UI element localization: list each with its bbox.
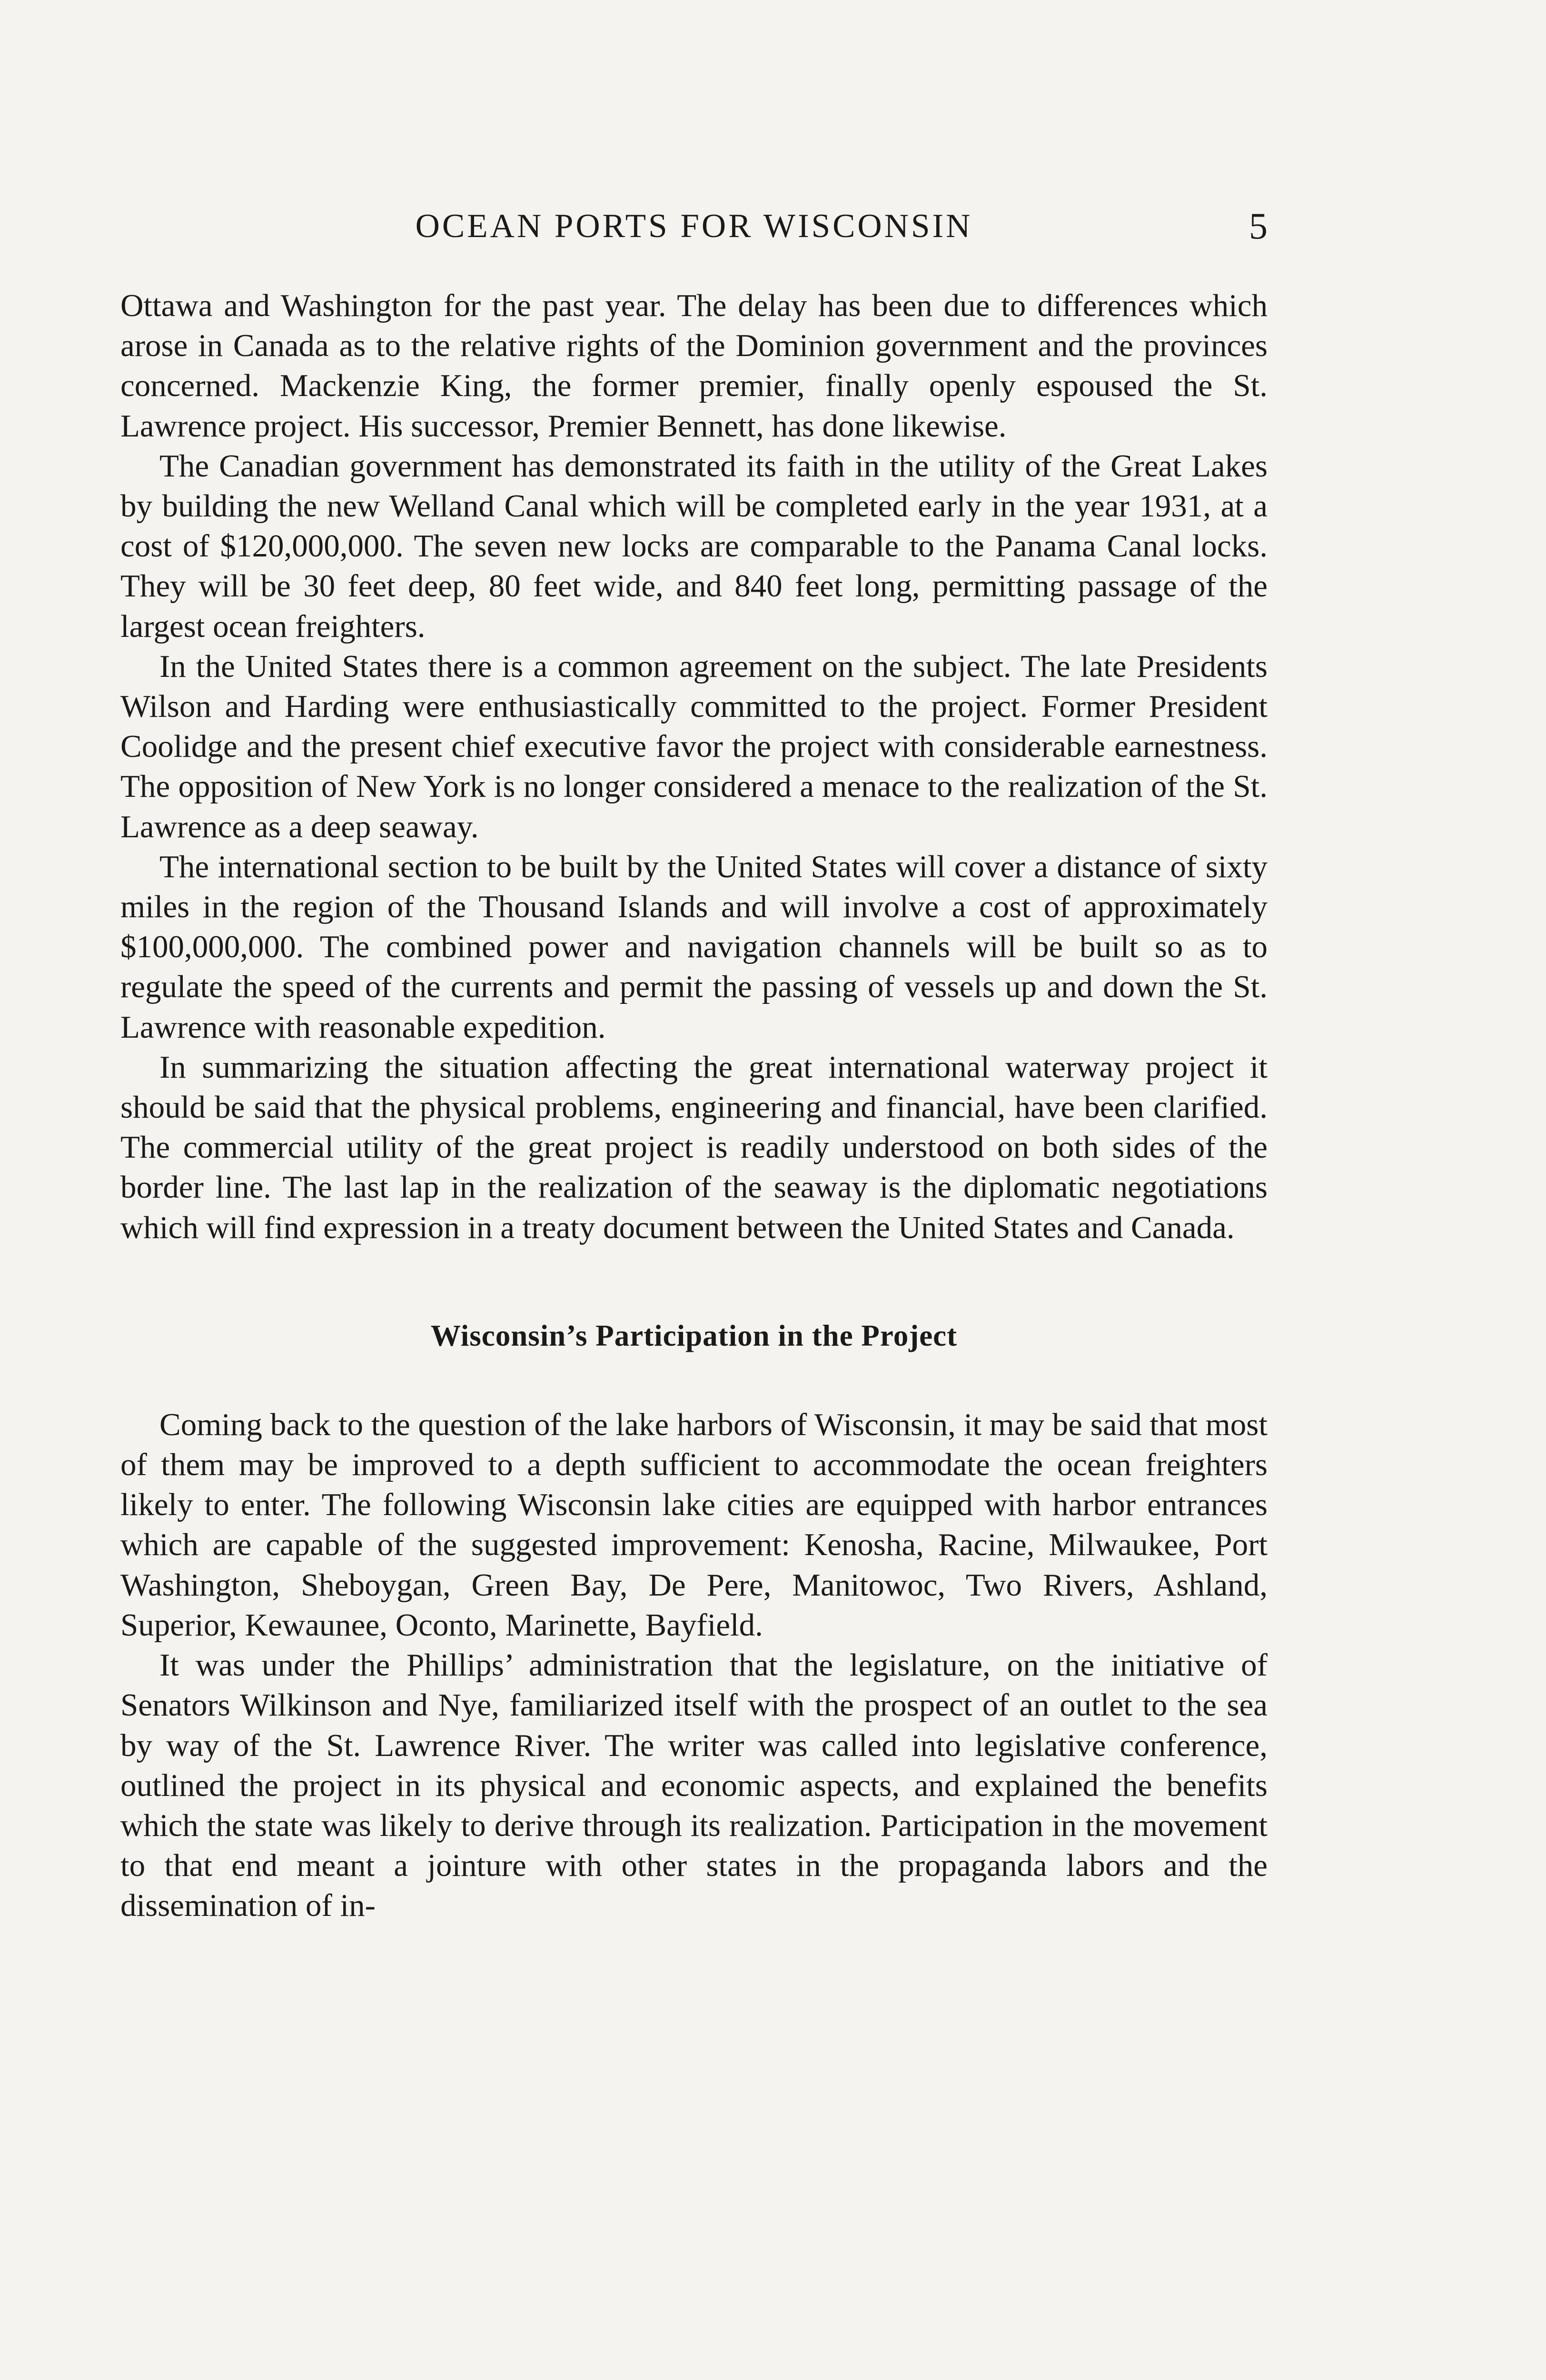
paragraph-summary: In summarizing the situation affecting the great international waterway project it should be said that the physical problems, engineering and financial, have been clarified. The commercial utility of the great project is readily understood on both sides of the border line. The last lap in the realization of the seaway is the diplomatic negotiations which will find expression in a treaty document between the United States and Canada. [120, 1049, 1268, 1245]
paragraph-phillips-administration: It was under the Phillips’ administration that the legislature, on the initiative of Senators Wilkinson and Nye, familiarized itself with the prospect of an outlet to the sea by way of the St. Lawrence River. The writer was called into legislative conference, outlined the project in its physical and economic aspects, and explained the benefits which the state was likely to derive through its realization. Participation in the movement to that end meant a jointure with other states in the propaganda labors and the dissemination of in- [120, 1647, 1268, 1924]
section-heading: Wisconsin’s Participation in the Project [430, 1319, 958, 1352]
paragraph-continuation: Ottawa and Washington for the past year. The delay has been due to differences which arose in Canada as to the relative rights of the Dominion government and the provinces concerned. Mackenzie King, the former premier, finally openly espoused the St. Lawrence project. His successor, Premier Bennett, has done likewise. [120, 288, 1268, 444]
paragraph-united-states: In the United States there is a common agreement on the subject. The late Presidents Wilson and Harding were enthusiastically committed to the project. Former President Coolidge and the present chief executive favor the project with considerable earnestness. The opposition of New York is no longer considered a menace to the realization of the St. Lawrence as a deep seaway. [120, 648, 1268, 844]
body-text [120, 286, 1268, 1926]
paragraph-welland-canal: The Canadian government has demonstrated its faith in the utility of the Great Lakes by building the new Welland Canal which will be completed early in the year 1931, at a cost of $120,000,000. The seven new locks are comparable to the Panama Canal locks. They will be 30 feet deep, 80 feet wide, and 840 feet long, permitting passage of the largest ocean freighters. [120, 448, 1268, 644]
running-title: OCEAN PORTS FOR WISCONSIN [415, 208, 973, 245]
page-number: 5 [1249, 205, 1268, 247]
running-head [120, 200, 1268, 252]
paragraph-lake-harbors: Coming back to the question of the lake harbors of Wisconsin, it may be said that most of them may be improved to a depth sufficient to accommodate the ocean freighters likely to enter. The following Wisconsin lake cities are equipped with harbor entrances which are capable of the suggested improvement: Kenosha, Racine, Milwaukee, Port Washington, Sheboygan, Green Bay, De Pere, Manitowoc, Two Rivers, Ashland, Superior, Kewaunee, Oconto, Marinette, Bayfield. [120, 1407, 1268, 1643]
paragraph-international-section: The international section to be built by the United States will cover a distance of sixty miles in the region of the Thousand Islands and will involve a cost of approximately $100,000,000. The combined power and navigation channels will be built so as to regulate the speed of the currents and permit the passing of vessels up and down the St. Lawrence with reasonable expedition. [120, 849, 1268, 1045]
